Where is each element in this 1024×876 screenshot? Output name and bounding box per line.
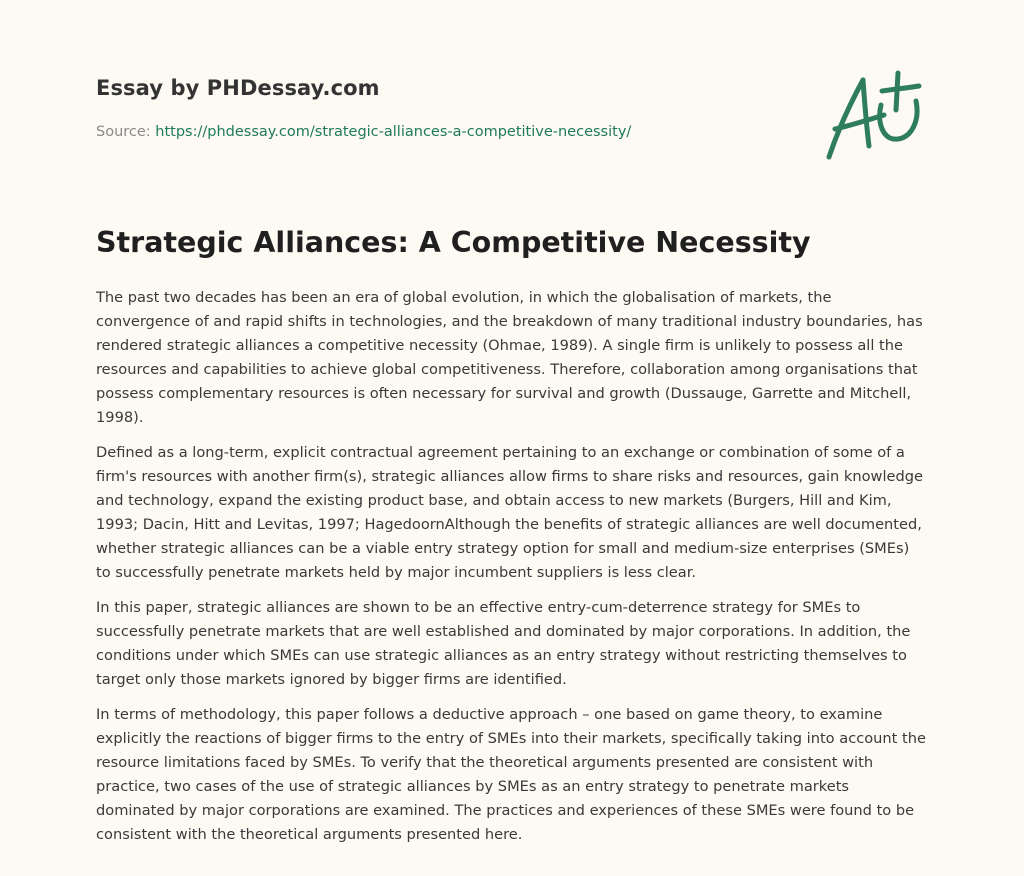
paragraph: In terms of methodology, this paper follows a deductive approach – one based on game theory, to examine explicitly the reactions of bigger firms to the entry of SMEs into their markets, specifically taking into account the resource limitations faced by SMEs. To verify that the theoretical arguments presented are consistent with practice, two cases of the use of strategic alliances by SMEs as an entry strategy to penetrate markets dominated by major corporations are examined. The practices and experiences of these SMEs were found to be consistent with the theoretical arguments presented here. [96,706,926,843]
site-brand: Essay by PHDessay.com [96,76,380,100]
source-label: Source: [96,124,151,140]
paragraph: The past two decades has been an era of global evolution, in which the globalisation of markets, the convergence of and rapid shifts in technologies, and the breakdown of many traditional industry boundaries, has rendered strategic alliances a competitive necessity (Ohmae, 1989). A single firm is unlikely to possess all the resources and capabilities to achieve global competitiveness. Therefore, collaboration among organisations that possess complementary resources is often necessary for survival and growth (Dussauge, Garrette and Mitchell, 1998). [96,289,923,426]
a-plus-logo-icon [820,68,928,164]
source-line [96,124,631,140]
source-link[interactable]: https://phdessay.com/strategic-alliances-a-competitive-necessity/ [155,124,632,140]
paragraph: Defined as a long-term, explicit contractual agreement pertaining to an exchange or combination of some of a firm's resources with another firm(s), strategic alliances allow firms to share risks and resources, gain knowledge and technology, expand the existing product base, and obtain access to new markets (Burgers, Hill and Kim, 1993; Dacin, Hitt and Levitas, 1997; HagedoornAlthough the benefits of strategic alliances are well documented, whether strategic alliances can be a viable entry strategy option for small and medium-size enterprises (SMEs) to successfully penetrate markets held by major incumbent suppliers is less clear. [96,444,924,581]
paragraph: In this paper, strategic alliances are shown to be an effective entry-cum-deterrence strategy for SMEs to successfully penetrate markets that are well established and dominated by major corporations. In addition, the conditions under which SMEs can use strategic alliances as an entry strategy without restricting themselves to target only those markets ignored by bigger firms are identified. [96,599,911,688]
essay-body [96,286,928,858]
essay-title: Strategic Alliances: A Competitive Necessity [96,226,811,259]
